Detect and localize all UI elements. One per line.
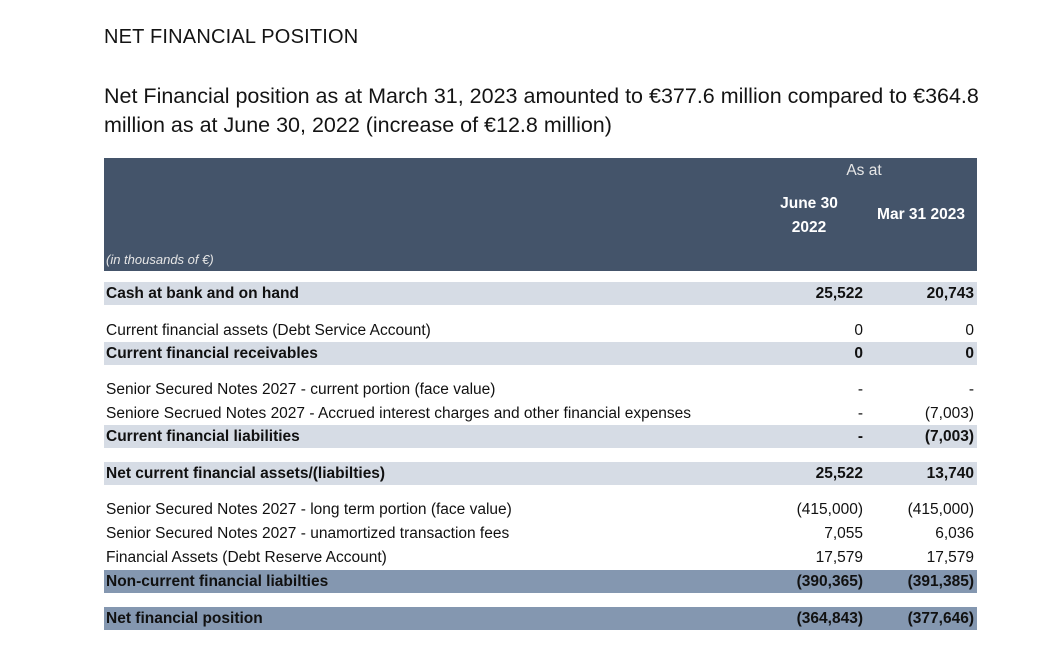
- row-label: Non-current financial liabilties: [106, 573, 329, 590]
- row-value-june-2022: (364,843): [796, 610, 863, 627]
- row-value-mar-2023: (7,003): [924, 428, 974, 445]
- row-label: Cash at bank and on hand: [106, 285, 299, 302]
- row-value-june-2022: 0: [854, 345, 863, 362]
- row-value-mar-2023: 20,743: [926, 285, 974, 302]
- row-value-june-2022: (390,365): [796, 573, 863, 590]
- table-row-current-financial-liabilities: [104, 425, 977, 448]
- table-row-ssn-current-portion: [104, 378, 977, 401]
- row-label: Senior Secured Notes 2027 - long term portion (face value): [106, 501, 512, 518]
- table-row-ssn-unamortized-fees: [104, 522, 977, 545]
- column-header-june-line2: 2022: [791, 219, 827, 236]
- net-financial-position-table: [104, 158, 977, 627]
- column-header-june-2022: [774, 192, 844, 240]
- units-label: (in thousands of €): [106, 252, 214, 267]
- intro-paragraph: Net Financial position as at March 31, 2023 amounted to €377.6 million compared to €364.8 million as at June 30, 2022 (increase of €12.8 million): [104, 84, 979, 137]
- row-label: Net financial position: [106, 610, 263, 627]
- row-value-june-2022: (415,000): [796, 501, 863, 518]
- row-value-june-2022: 7,055: [824, 525, 863, 542]
- row-label: Senior Secured Notes 2027 - current portion (face value): [106, 381, 496, 398]
- row-value-mar-2023: 0: [965, 345, 974, 362]
- table-row-ssn-accrued-interest: [104, 402, 977, 425]
- as-at-label: As at: [846, 162, 882, 179]
- table-row-ssn-long-term-portion: [104, 498, 977, 521]
- row-label: Seniore Secrued Notes 2027 - Accrued interest charges and other financial expenses: [106, 405, 692, 422]
- row-label: Senior Secured Notes 2027 - unamortized transaction fees: [106, 525, 510, 542]
- row-label: Current financial liabilities: [106, 428, 300, 445]
- column-header-june-line1: June 30: [780, 195, 838, 212]
- cut-off-text-line: [104, 652, 704, 659]
- table-row-cash: [104, 282, 977, 305]
- row-value-june-2022: 25,522: [815, 285, 863, 302]
- table-row-net-financial-position: [104, 607, 977, 630]
- row-value-mar-2023: 0: [965, 322, 974, 339]
- row-value-mar-2023: 13,740: [926, 465, 974, 482]
- table-row-net-current-financial-assets: [104, 462, 977, 485]
- section-title: NET FINANCIAL POSITION: [104, 26, 359, 48]
- table-row-current-financial-receivables: [104, 342, 977, 365]
- table-row-debt-reserve-account: [104, 546, 977, 569]
- row-value-june-2022: 17,579: [815, 549, 863, 566]
- row-label: Current financial receivables: [106, 345, 318, 362]
- row-value-mar-2023: 17,579: [926, 549, 974, 566]
- row-label: Current financial assets (Debt Service Account): [106, 322, 431, 339]
- row-value-june-2022: -: [857, 405, 863, 422]
- row-value-mar-2023: (377,646): [907, 610, 974, 627]
- row-value-june-2022: -: [857, 381, 863, 398]
- row-label: Financial Assets (Debt Reserve Account): [106, 549, 387, 566]
- row-value-mar-2023: (415,000): [907, 501, 974, 518]
- column-header-mar-2023: Mar 31 2023: [877, 206, 965, 223]
- row-value-june-2022: 0: [854, 322, 863, 339]
- row-value-mar-2023: -: [968, 381, 974, 398]
- table-row-non-current-financial-liabilities: [104, 570, 977, 593]
- row-value-june-2022: -: [857, 428, 863, 445]
- row-value-mar-2023: (7,003): [924, 405, 974, 422]
- row-label: Net current financial assets/(liabilties): [106, 465, 386, 482]
- row-value-mar-2023: (391,385): [907, 573, 974, 590]
- row-value-mar-2023: 6,036: [935, 525, 974, 542]
- table-header: [104, 158, 977, 271]
- table-row-current-financial-assets: [104, 319, 977, 342]
- row-value-june-2022: 25,522: [815, 465, 863, 482]
